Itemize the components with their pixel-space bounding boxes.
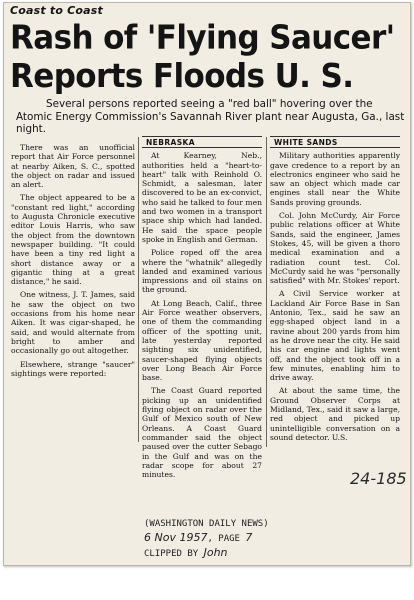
column-1 [11, 143, 135, 561]
source-stamp [144, 518, 269, 561]
paragraph: Police roped off the area where the "whatnik" allegedly landed and examined various impressions and oil stains on the ground. [142, 248, 262, 295]
column-rule-2 [266, 137, 267, 447]
paragraph: At about the same time, the Ground Observer Corps at Midland, Tex., said it saw a large, red object and picked up unintelligible conversation on a sound detector. U.S. [270, 386, 400, 442]
paragraph: Col. John McCurdy, Air Force public relations officer at White Sands, said the engineer, James Stokes, 45, will be given a thoro medical examination and a radiation count test. Col. McCurdy said he was "personally satisfied" with Mr. Stokes' report. [270, 211, 400, 286]
paragraph: The Coast Guard reported picking up an unidentified flying object on radar over the Gulf of Mexico south of New Orleans. A Coast Guard commander said the object paused over the cutter Sebago in the Gulf and was on the radar scope for about 27 minutes. [142, 386, 262, 480]
date-handwritten: 6 Nov 1957 [144, 531, 208, 544]
paragraph: One witness, J. T. James, said he saw the object on two occasions from his home near Aiken. It was cigar-shaped, he said, and would alternate from bright to amber and occasionally go out altogether. [11, 290, 135, 356]
column-3 [270, 136, 400, 554]
section-head-nebraska: NEBRASKA [142, 136, 262, 148]
date-line [144, 531, 269, 546]
paragraph: The object appeared to be a "constant red light," according to Augusta Chronicle executive editor Louis Harris, who saw the object from the downtown newspaper building. "It could have been a tiny red light a short distance away or a gigantic thing at a great distance," he said. [11, 193, 135, 287]
section-head-white-sands: WHITE SANDS [270, 136, 400, 148]
paragraph: At Long Beach, Calif., three Air Force weather observers, one of them the commanding officer of the spotting unit, late yesterday reported sighting six unidentified, saucer-shaped flying objects over Long Beach Air Force base. [142, 298, 262, 383]
column-2 [142, 136, 262, 554]
page-label: , PAGE [207, 534, 240, 544]
deck-paragraph: Several persons reported seeing a "red ball" hovering over the Atomic Energy Commission's Savannah River plant near Augusta, Ga., last night. [16, 98, 405, 135]
page-number: 7 [245, 531, 253, 544]
paragraph: Military authorities apparently gave credence to a report by an electronics engineer who said he saw an object which made car engines stall near the White Sands proving grounds. [270, 151, 400, 207]
clipped-name: John [203, 546, 228, 559]
paragraph: At Kearney, Neb., authorities held a "heart-to-heart" talk with Reinhold O. Schmidt, a salesman, later discovered to be an ex-convict, who said he talked to four men and two women in a transport space ship which had landed. He said the space people spoke in English and German. [142, 151, 262, 244]
paragraph: Elsewhere, strange "saucer" sightings were reported: [11, 359, 135, 378]
paragraph: There was an unofficial report that Air Force personnel at nearby Aiken, S. C., spotted the object on radar and issued an alert. [11, 143, 135, 190]
kicker: Coast to Coast [10, 4, 103, 17]
paragraph: A Civil Service worker at Lackland Air Force Base in San Antonio, Tex., said he saw an egg-shaped object land in a ravine about 200 yards from him as he drove near the city. He said his car engine and lights went off, and the object took off in a few minutes, enabling him to drive away. [270, 289, 400, 383]
newspaper-clipping [3, 2, 411, 566]
column-rule-1 [138, 137, 139, 442]
clipped-line [144, 546, 269, 561]
source-line: (WASHINGTON DAILY NEWS) [144, 519, 269, 529]
handwritten-file-number: 24-185 [350, 469, 407, 488]
headline: Rash of 'Flying Saucer' Reports Floods U. S. [10, 19, 395, 96]
clipped-label: CLIPPED BY [144, 549, 199, 559]
